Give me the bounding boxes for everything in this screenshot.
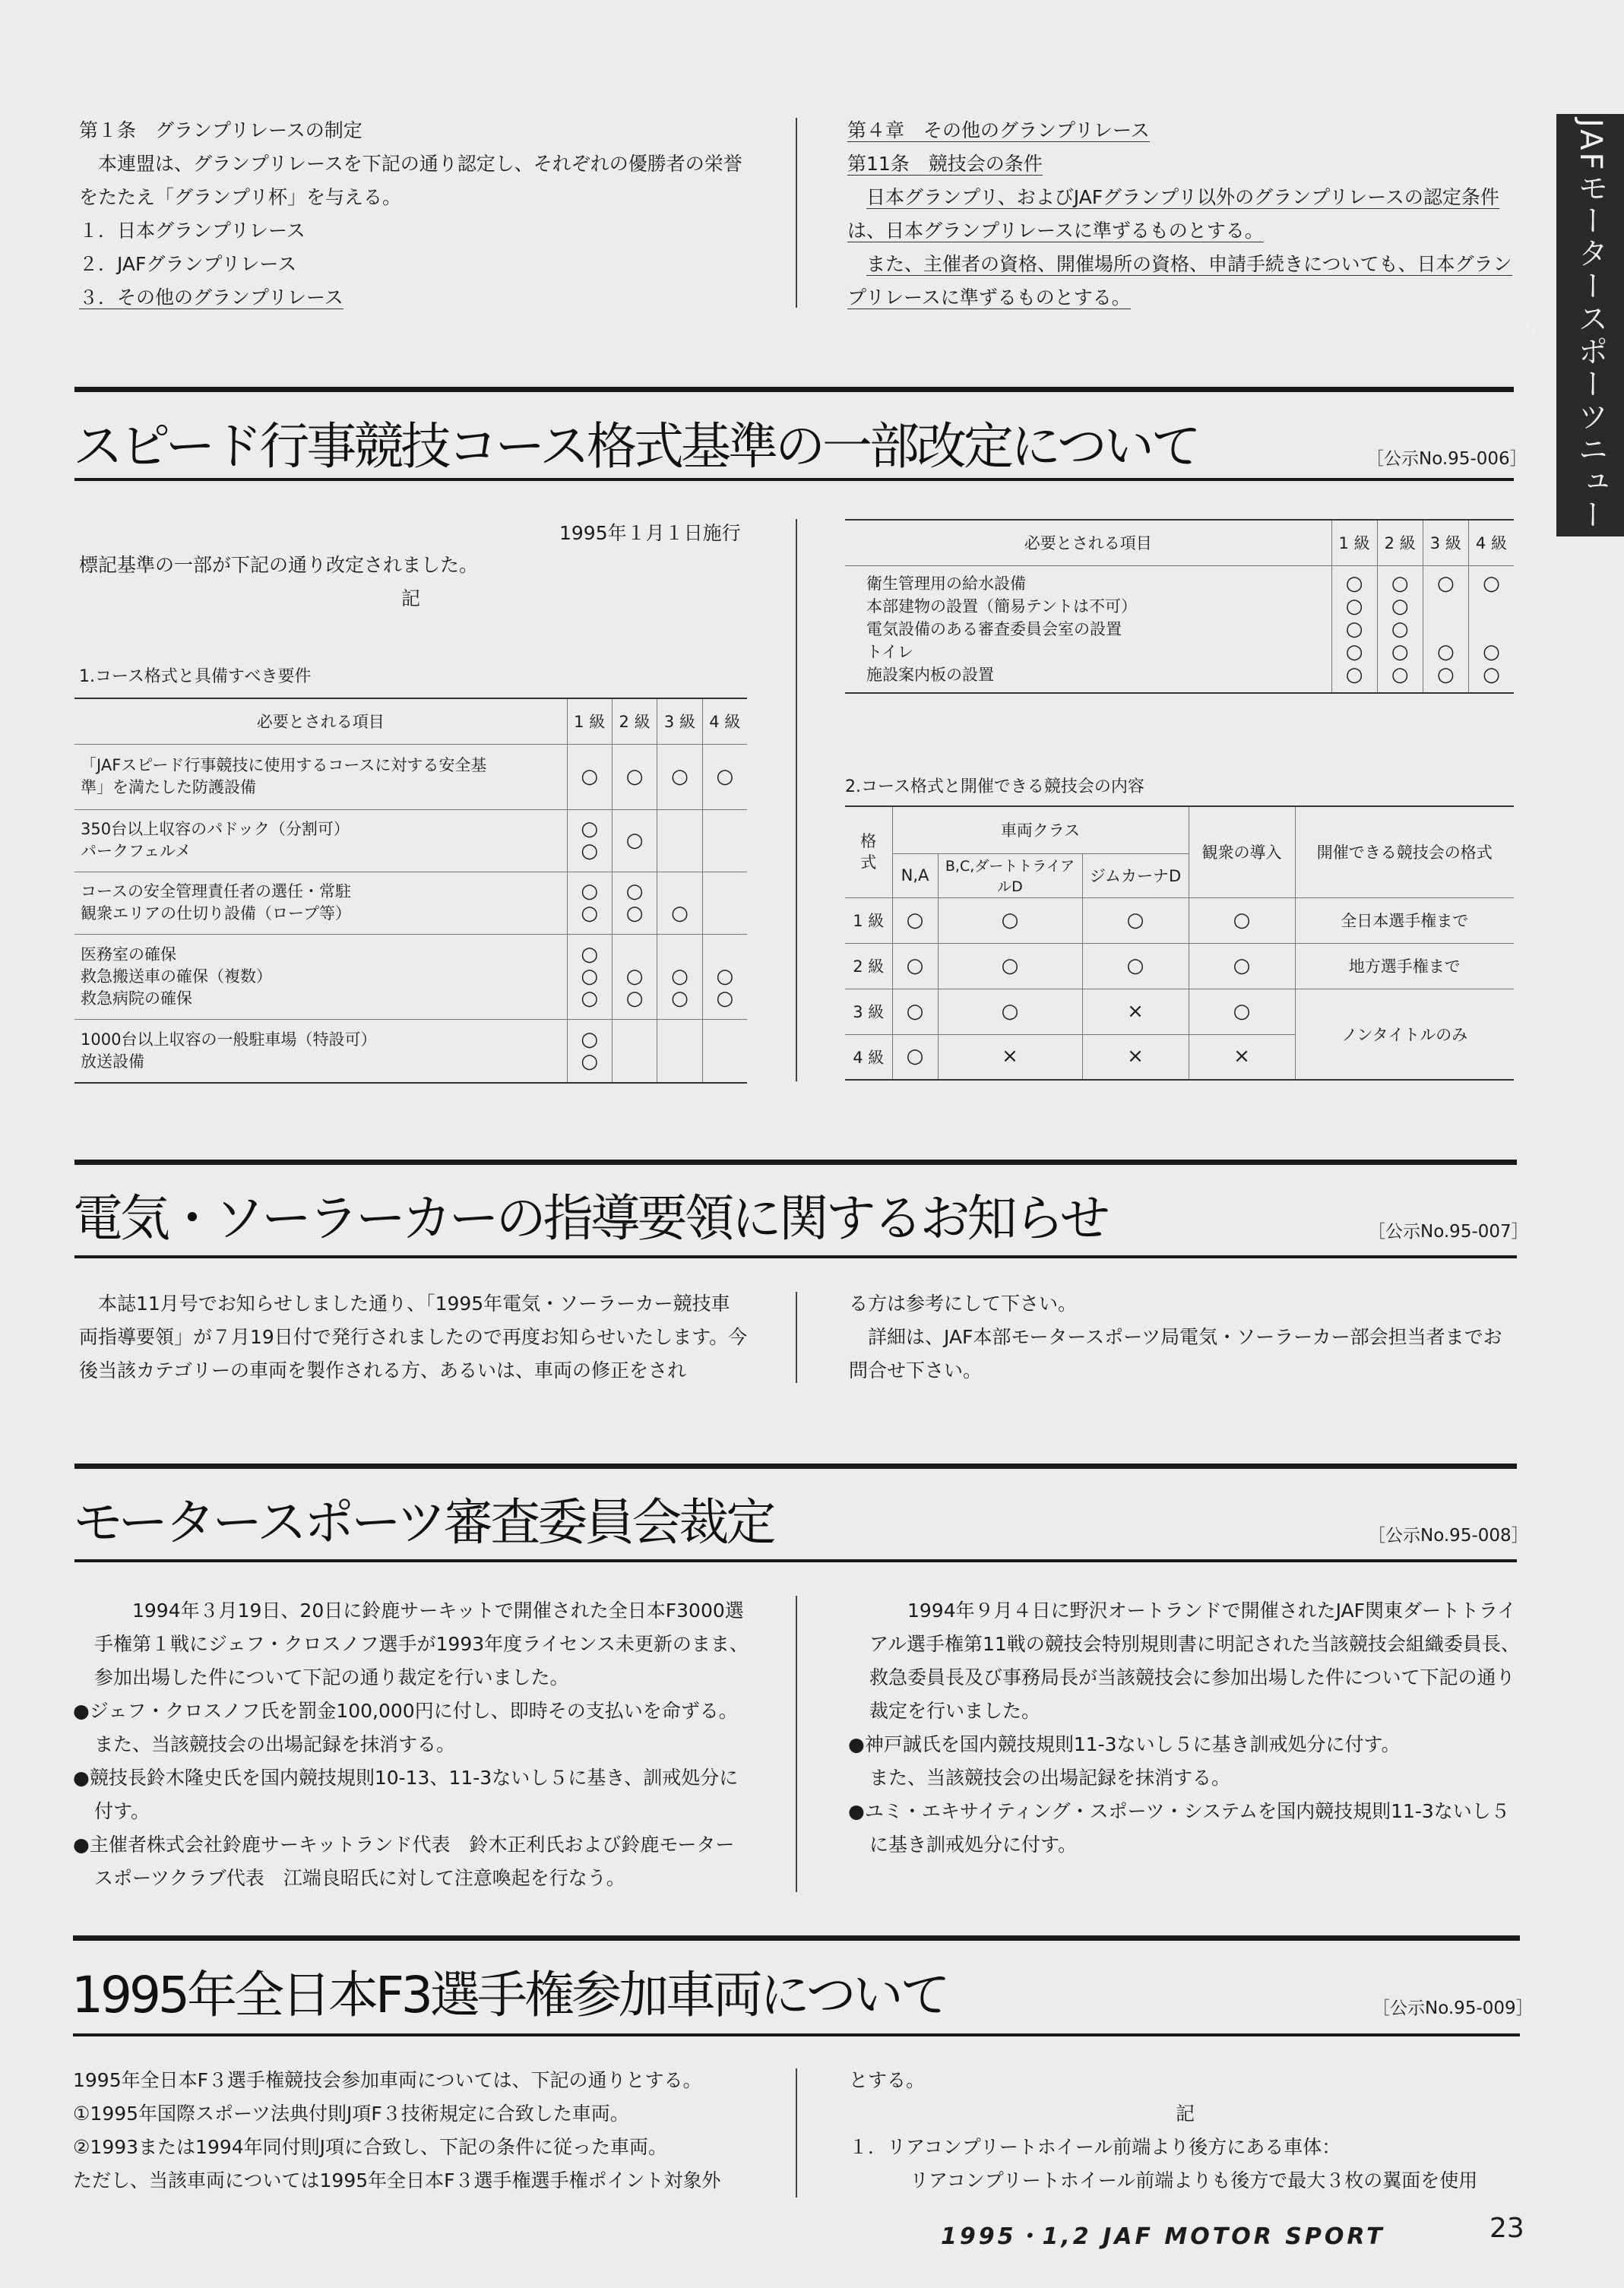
sec3-left-p0: 1994年３月19日、20日に鈴鹿サーキットで開催された全日本F3000選手権第１戦にジェフ・クロスノフ選手が1993年度ライセンス未更新のまま、参加出場した件について下記の通り裁定を行いました。	[94, 1600, 749, 1688]
gp-item-2: ２．JAFグランプリレース	[79, 253, 297, 275]
t3-header-jim: ジムカーナD	[1082, 853, 1189, 897]
mark: ○	[716, 964, 734, 988]
mark: ○	[625, 902, 644, 925]
t1-header-2: 2 級	[612, 698, 657, 744]
sec3-right-p3: ●ユミ・エキサイティング・スポーツ・システムを国内競技規則11-3ないし５に基き訓戒処分に付す。	[848, 1800, 1510, 1856]
sec3-divider	[796, 1596, 797, 1892]
sec1-ki: 記	[401, 587, 421, 609]
table-row	[74, 744, 747, 809]
mark: ○	[581, 986, 599, 1010]
sec2-divider	[796, 1292, 797, 1383]
mark: ○	[581, 880, 599, 903]
sec4-divider	[796, 2068, 797, 2198]
article-11-p1: 日本グランプリ、およびJAFグランプリ以外のグランプリレースの認定条件は、日本グランプリレースに準ずるものとする。	[847, 186, 1499, 242]
sec3-notice: ［公示No.95-008］	[1368, 1526, 1529, 1546]
t1-header-3: 3 級	[657, 698, 702, 744]
mark: ○	[1345, 663, 1363, 686]
mark: ○	[1082, 943, 1189, 989]
sec4-left-l2: ②1993または1994年同付則J項に合致し、下記の条件に従った車両。	[73, 2136, 668, 2158]
mark: ○	[581, 902, 599, 925]
mark: ×	[1189, 1034, 1295, 1080]
mark: ○	[716, 764, 734, 788]
side-tab: JAFモータースポーツニュース	[1556, 114, 1624, 536]
t1-header-1: 1 級	[567, 698, 612, 744]
mark: ○	[716, 986, 734, 1010]
cell-line: パークフェルメ	[81, 842, 192, 860]
page-number: 23	[1489, 2213, 1524, 2244]
cell-line: 医務室の確保	[81, 945, 176, 964]
mark: ×	[1082, 989, 1189, 1034]
cell-line: 本部建物の設置（簡易テントは不可）	[866, 597, 1137, 616]
table-row	[845, 943, 1514, 989]
sec1-table2	[845, 519, 1514, 694]
mark: ×	[1082, 1034, 1189, 1080]
sec4-left-l3: ただし、当該車両については1995年全日本F３選手権選手権ポイント対象外	[73, 2169, 721, 2191]
mark: ○	[938, 897, 1082, 943]
t3-header-sharyo: 車両クラス	[892, 806, 1189, 853]
mark: ○	[1082, 897, 1189, 943]
sec1-title: スピード行事競技コース格式基準の一部改定について	[73, 417, 1198, 476]
mark: ○	[1483, 571, 1500, 595]
table-row	[845, 897, 1514, 943]
gp-item-1: １．日本グランプリレース	[79, 220, 305, 242]
sec3-top-rule	[74, 1464, 1517, 1469]
t2-header-3: 3 級	[1423, 520, 1468, 565]
t2-header-item: 必要とされる項目	[845, 520, 1331, 565]
mark: ○	[938, 989, 1082, 1034]
mark: ○	[625, 828, 644, 852]
mark: ○	[892, 943, 938, 989]
sec4-title: 1995年全日本F3選手権参加車両について	[71, 1966, 948, 2024]
mark: ○	[1189, 943, 1295, 989]
sec4-right-ki: 記	[1176, 2103, 1195, 2125]
gp-item-3: ３．その他のグランプリレース	[79, 286, 343, 309]
sec1-top-rule	[74, 387, 1514, 392]
cell-line: 観衆エリアの仕切り設備（ロープ等）	[81, 904, 351, 922]
mark: ×	[938, 1034, 1082, 1080]
mark: ○	[1483, 663, 1500, 686]
mark: ○	[1391, 640, 1409, 663]
sec1-table1	[74, 698, 747, 1084]
mark: ○	[581, 942, 599, 966]
mark: ○	[1391, 617, 1409, 641]
t2-header-4: 4 級	[1468, 520, 1514, 565]
grade-cell: 3 級	[845, 989, 892, 1034]
top-right-column	[847, 114, 1516, 315]
cell-line: 1000台以上収容の一般駐車場（特設可）	[81, 1030, 377, 1049]
t3-header-kanshu: 観衆の導入	[1189, 806, 1295, 897]
sec3-right-p1: ●神戸誠氏を国内競技規則11-3ないし５に基き訓戒処分に付す。	[848, 1733, 1401, 1755]
cell-line: 電気設備のある審査委員会室の設置	[866, 619, 1122, 638]
cell-line: 準」を満たした防護設備	[81, 778, 256, 796]
table-row	[74, 809, 747, 872]
mark: ○	[1483, 640, 1500, 663]
grade-cell: 2 級	[845, 943, 892, 989]
sec4-right-l2: １．リアコンプリートホイール前端より後方にある車体：	[849, 2136, 1341, 2158]
magazine-footer: 1995・1,2 JAF MOTOR SPORT	[941, 2223, 1385, 2250]
mark: ○	[625, 764, 644, 788]
sec1-divider	[796, 519, 797, 1081]
kaisai-cell: 全日本選手権まで	[1295, 897, 1514, 943]
kaisai-cell: 地方選手権まで	[1295, 943, 1514, 989]
t2-header-2: 2 級	[1377, 520, 1423, 565]
sec3-left-p1: ●ジェフ・クロスノフ氏を罰金100,000円に付し、即時その支払いを命ずる。	[73, 1700, 738, 1722]
cell-line: 放送設備	[81, 1052, 144, 1071]
sec1-intro: 標記基準の一部が下記の通り改定されました。	[79, 554, 479, 576]
table-row	[74, 934, 747, 1019]
sec3-title: モータースポーツ審査委員会裁定	[73, 1493, 774, 1552]
cell-line: 救急病院の確保	[81, 989, 192, 1008]
sec1-date: 1995年１月１日施行	[559, 522, 741, 544]
sec3-right-column	[848, 1594, 1524, 1862]
mark: ○	[581, 964, 599, 988]
sec4-right-l0: とする。	[849, 2069, 926, 2091]
t1-header-4: 4 級	[702, 698, 747, 744]
mark: ○	[1345, 571, 1363, 595]
cell-line: 施設案内板の設置	[866, 665, 994, 684]
sec2-right-column	[849, 1287, 1518, 1388]
sec2-top-rule	[74, 1160, 1517, 1165]
sec2-right-p2: 詳細は、JAF本部モータースポーツ局電気・ソーラーカー部会担当者までお問合せ下さい。	[849, 1326, 1502, 1381]
grade-cell: 4 級	[845, 1034, 892, 1080]
sec4-right-l3: リアコンプリートホイール前端よりも後方で最大３枚の翼面を使用	[910, 2169, 1478, 2191]
cell-line: 350台以上収容のパドック（分割可）	[81, 820, 350, 838]
top-left-column	[79, 114, 748, 315]
mark: ○	[892, 1034, 938, 1080]
sec4-bottom-rule	[73, 2033, 1520, 2036]
mark: ○	[581, 818, 599, 840]
table-row	[845, 989, 1514, 1034]
article-1-title: 第１条 グランプリレースの制定	[79, 119, 362, 141]
mark: ○	[671, 764, 689, 788]
mark: ○	[1345, 617, 1363, 641]
mark: ○	[671, 986, 689, 1010]
t3-header-bc: B,C,ダートトライアルD	[938, 853, 1082, 897]
mark: ○	[625, 986, 644, 1010]
sec3-bottom-rule	[74, 1559, 1517, 1562]
kaisai-cell: ノンタイトルのみ	[1295, 989, 1514, 1080]
article-1-body: 本連盟は、グランプリレースを下記の通り認定し、それぞれの優勝者の栄誉をたたえ「グランプリ杯」を与える。	[79, 153, 742, 208]
table-row	[845, 565, 1514, 693]
sec2-notice: ［公示No.95-007］	[1368, 1222, 1529, 1242]
table-row	[74, 872, 747, 934]
grade-cell: 1 級	[845, 897, 892, 943]
table-row	[74, 1019, 747, 1083]
sec2-bottom-rule	[74, 1255, 1517, 1258]
mark: ○	[625, 880, 644, 903]
mark: ○	[671, 902, 689, 925]
mark: ○	[581, 764, 599, 788]
sec2-left-text: 本誌11月号でお知らせしました通り、「1995年電気・ソーラーカー競技車両指導要領」が７月19日付で発行されましたので再度お知らせいたします。今後当該カテゴリーの車両を製作される方、あるいは、車両の修正をされ	[79, 1293, 748, 1381]
cell-line: コースの安全管理責任者の選任・常駐	[81, 882, 351, 900]
sec4-left-l0: 1995年全日本F３選手権競技会参加車両については、下記の通りとする。	[73, 2069, 702, 2091]
sec3-left-p3: ●競技長鈴木隆史氏を国内競技規則10-13、11-3ないし５に基き、訓戒処分に付す。	[73, 1767, 739, 1822]
mark: ○	[1391, 663, 1409, 686]
mark: ○	[892, 897, 938, 943]
sec4-top-rule	[73, 1935, 1520, 1941]
t3-header-kaku: 格式	[860, 832, 877, 872]
cell-line: 救急搬送車の確保（複数）	[81, 967, 272, 986]
mark: ○	[581, 1027, 599, 1051]
sec4-right-column	[849, 2064, 1533, 2198]
mark: ○	[1391, 594, 1409, 618]
article-11-title: 第11条 競技会の条件	[847, 153, 1043, 175]
sec1-table1-caption: 1.コース格式と具備すべき要件	[79, 667, 312, 686]
mark: ○	[581, 1049, 599, 1073]
sec4-notice: ［公示No.95-009］	[1372, 1998, 1534, 2018]
chapter-4-title: 第４章 その他のグランプリレース	[847, 119, 1150, 141]
mark: ○	[1189, 989, 1295, 1034]
t3-header-na: N,A	[892, 853, 938, 897]
t2-header-1: 1 級	[1331, 520, 1377, 565]
sec1-notice: ［公示No.95-006］	[1366, 449, 1527, 469]
sec1-bottom-rule	[74, 478, 1514, 481]
sec3-left-column	[73, 1594, 749, 1895]
mark: ○	[1436, 663, 1455, 686]
mark: ○	[581, 840, 599, 862]
sec3-left-p4: ●主催者株式会社鈴鹿サーキットランド代表 鈴木正利氏および鈴鹿モータースポーツクラブ代表 江端良昭氏に対して注意喚起を行なう。	[73, 1834, 735, 1889]
mark: ○	[938, 943, 1082, 989]
sec4-left-l1: ①1995年国際スポーツ法典付則J項F３技術規定に合致した車両。	[73, 2103, 629, 2125]
cell-line: トイレ	[866, 642, 913, 661]
mark: ○	[1391, 571, 1409, 595]
sec3-left-p2: また、当該競技会の出場記録を抹消する。	[94, 1733, 456, 1755]
cell-line: 衛生管理用の給水設備	[866, 574, 1026, 593]
sec1-table3	[845, 805, 1514, 1081]
top-divider	[796, 118, 797, 308]
mark: ○	[892, 989, 938, 1034]
cell-line: 「JAFスピード行事競技に使用するコースに対する安全基	[81, 756, 487, 774]
t1-header-item: 必要とされる項目	[74, 698, 567, 744]
sec3-right-p2: また、当該競技会の出場記録を抹消する。	[869, 1767, 1231, 1789]
sec3-right-p0: 1994年９月４日に野沢オートランドで開催されたJAF関東ダートトライアル選手権第11戦の競技会特別規則書に明記された当該競技会組織委員長、救急委員長及び事務局長が当該競技会に参加出場した件について下記の通り裁定を行いました。	[869, 1600, 1520, 1722]
mark: ○	[1189, 897, 1295, 943]
mark: ○	[671, 964, 689, 988]
t3-header-kaisai: 開催できる競技会の格式	[1295, 806, 1514, 897]
article-11-p2: また、主催者の資格、開催場所の資格、申請手続きについても、日本グランプリレースに準ずるものとする。	[847, 253, 1512, 309]
sec1-table3-caption: 2.コース格式と開催できる競技会の内容	[845, 777, 1144, 796]
mark: ○	[1345, 594, 1363, 618]
mark: ○	[1436, 640, 1455, 663]
mark: ○	[1436, 571, 1455, 595]
sec2-title: 電気・ソーラーカーの指導要領に関するお知らせ	[73, 1189, 1107, 1248]
mark: ○	[1345, 640, 1363, 663]
sec2-right-p1: る方は参考にして下さい。	[849, 1293, 1078, 1315]
sec4-left-column	[73, 2064, 772, 2198]
mark: ○	[625, 964, 644, 988]
